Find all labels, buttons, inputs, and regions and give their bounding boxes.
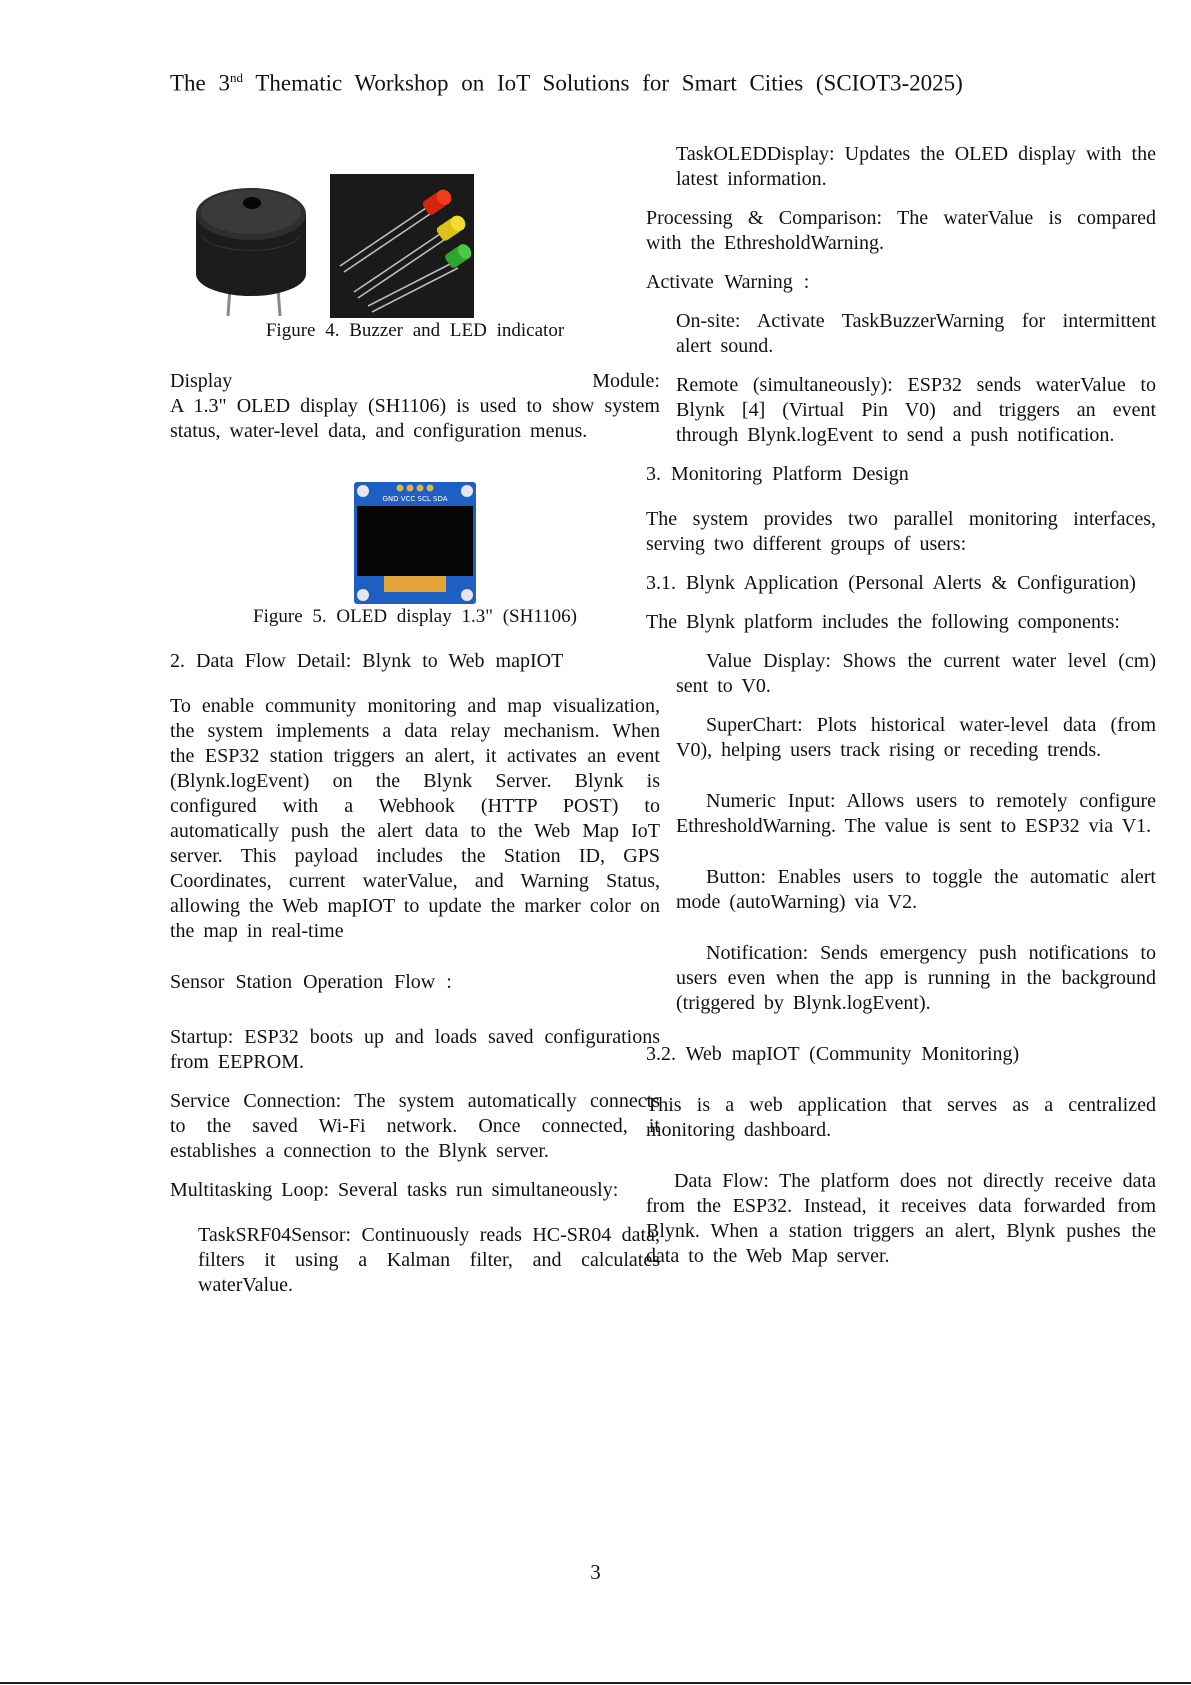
right-column	[646, 142, 1156, 1269]
buzzer-image	[188, 176, 314, 318]
activate-warning: Activate Warning :	[646, 271, 810, 293]
blynk-intro: The Blynk platform includes the following components:	[646, 611, 1120, 633]
display-module-heading: Display Module:	[170, 370, 660, 392]
section-3-heading: 3. Monitoring Platform Design	[646, 463, 909, 485]
button-item: Button: Enables users to toggle the automatic alert mode (autoWarning) via V2.	[676, 866, 1156, 913]
numeric-input-item: Numeric Input: Allows users to remotely configure EthresholdWarning. The value is sent to ESP32 via V1.	[676, 790, 1156, 837]
figure-4-caption: Figure 4. Buzzer and LED indicator	[265, 320, 565, 341]
section-3-1-heading: 3.1. Blynk Application (Personal Alerts & Configuration)	[646, 572, 1136, 594]
running-header	[170, 70, 1026, 97]
section-3-body: The system provides two parallel monitoring interfaces, serving two different groups of users:	[646, 508, 1156, 555]
section-2-body: To enable community monitoring and map visualization, the system implements a data relay mechanism. When the ESP32 station triggers an alert, it activates an event (Blynk.logEvent) on the Blynk Server. Blynk is configured with a Webhook (HTTP POST) to automatically push the alert data to the Web Map IoT server. This payload includes the Station ID, GPS Coordinates, current waterValue, and Warning Status, allowing the Web mapIOT to update the marker color on the map in real-time	[170, 695, 660, 942]
notification-item: Notification: Sends emergency push notifications to users even when the app is running in the background (triggered by Blynk.logEvent).	[676, 942, 1156, 1014]
header-rest: Thematic Workshop on IoT Solutions for Smart Cities (SCIOT3-2025)	[243, 70, 963, 96]
figure-5	[170, 482, 660, 604]
oled-display-image	[354, 482, 476, 604]
superchart-item: SuperChart: Plots historical water-level data (from V0), helping users track rising or receding trends.	[676, 714, 1156, 761]
header-superscript: nd	[230, 70, 244, 85]
page-number: 3	[590, 1560, 601, 1584]
display-module-text: A 1.3" OLED display (SH1106) is used to show system status, water-level data, and configuration menus.	[170, 395, 660, 442]
left-column	[170, 170, 660, 1298]
value-display-item: Value Display: Shows the current water level (cm) sent to V0.	[676, 650, 1156, 697]
figure-4	[170, 170, 660, 318]
web-mapiot-intro: This is a web application that serves as a centralized monitoring dashboard.	[646, 1094, 1156, 1141]
task-srf04-sensor: TaskSRF04Sensor: Continuously reads HC-SR04 data, filters it using a Kalman filter, and calculates waterValue.	[198, 1224, 660, 1296]
oled-pin-labels: GND VCC SCL SDA	[382, 495, 448, 503]
service-connection-step: Service Connection: The system automatically connects to the saved Wi-Fi network. Once connected, it establishes a connection to the Blynk server.	[170, 1090, 660, 1162]
startup-step: Startup: ESP32 boots up and loads saved configurations from EEPROM.	[170, 1026, 660, 1073]
remote-warning: Remote (simultaneously): ESP32 sends waterValue to Blynk [4] (Virtual Pin V0) and triggers an event through Blynk.logEvent to send a push notification.	[676, 374, 1156, 446]
led-indicator-image	[330, 174, 474, 318]
multitasking-step: Multitasking Loop: Several tasks run simultaneously:	[170, 1179, 619, 1201]
flow-heading: Sensor Station Operation Flow :	[170, 971, 452, 993]
section-2-heading: 2. Data Flow Detail: Blynk to Web mapIOT	[170, 650, 564, 672]
figure-5-caption: Figure 5. OLED display 1.3" (SH1106)	[253, 606, 577, 627]
page-bottom-rule	[0, 1682, 1191, 1684]
onsite-warning: On-site: Activate TaskBuzzerWarning for intermittent alert sound.	[676, 310, 1156, 357]
header-prefix: The 3	[170, 70, 231, 96]
data-flow-item: Data Flow: The platform does not directly receive data from the ESP32. Instead, it receives data forwarded from Blynk. When a station triggers an alert, Blynk pushes the data to the Web Map server.	[646, 1170, 1156, 1267]
section-3-2-heading: 3.2. Web mapIOT (Community Monitoring)	[646, 1043, 1020, 1065]
processing-comparison: Processing & Comparison: The waterValue is compared with the EthresholdWarning.	[646, 207, 1156, 254]
task-oled-display: TaskOLEDDisplay: Updates the OLED display with the latest information.	[676, 143, 1156, 190]
